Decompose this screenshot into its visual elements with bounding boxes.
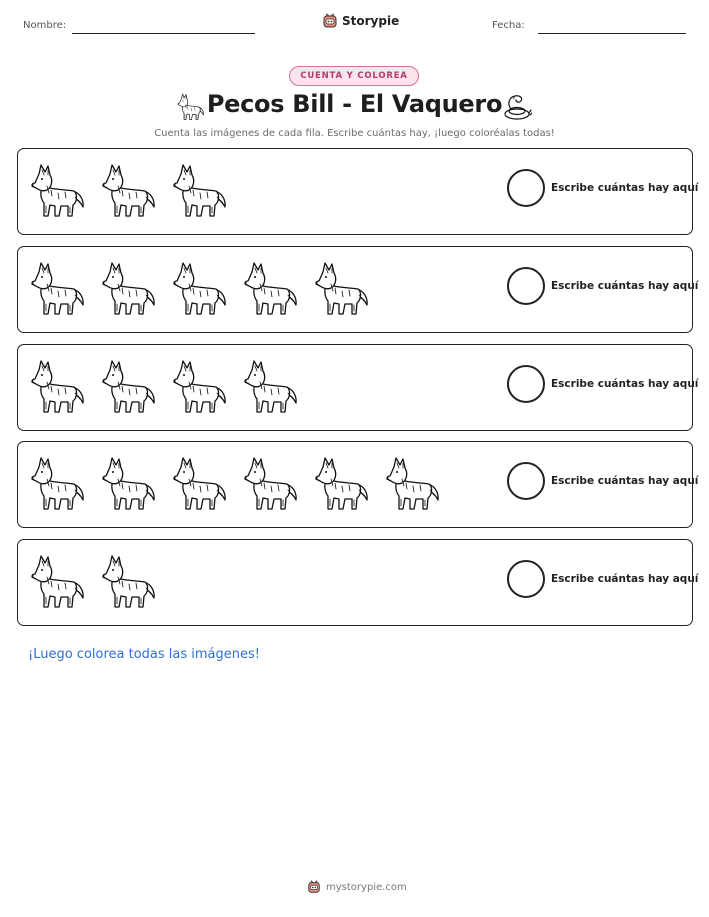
wolf-icon — [28, 259, 88, 319]
wolf-icon — [383, 454, 443, 514]
answer-label: Escribe cuántas hay aquí — [551, 377, 699, 390]
wolf-icon — [170, 357, 230, 417]
answer-circle[interactable] — [507, 462, 545, 500]
counting-row — [17, 148, 699, 235]
page-title: Pecos Bill - El Vaquero — [206, 90, 503, 118]
wolf-icon — [241, 259, 301, 319]
answer-circle[interactable] — [507, 560, 545, 598]
answer-label: Escribe cuántas hay aquí — [551, 573, 699, 586]
counting-row — [17, 539, 699, 626]
wolf-icon — [28, 454, 88, 514]
wolf-icon — [241, 454, 301, 514]
wolf-icon — [312, 259, 372, 319]
answer-circle[interactable] — [507, 169, 545, 207]
counting-row — [17, 344, 699, 431]
wolf-icon — [312, 454, 372, 514]
wolf-icon — [99, 357, 159, 417]
wolf-icon — [170, 161, 230, 221]
wolf-icon — [99, 161, 159, 221]
wolf-icon — [241, 357, 301, 417]
date-label: Fecha: — [492, 20, 525, 31]
coloring-note: ¡Luego colorea todas las imágenes! — [28, 647, 260, 662]
answer-label: Escribe cuántas hay aquí — [551, 182, 699, 194]
activity-badge: CUENTA Y COLOREA — [289, 66, 419, 86]
answer-circle[interactable] — [507, 267, 545, 305]
counting-row — [17, 246, 699, 333]
wolf-icon — [28, 552, 88, 612]
brand — [322, 13, 399, 29]
brand-name: Storypie — [342, 14, 400, 28]
date-field[interactable] — [538, 33, 686, 34]
wolf-icon — [99, 454, 159, 514]
wolf-icon — [170, 259, 230, 319]
wolf-icon — [28, 357, 88, 417]
footer-site: mystorypie.com — [326, 881, 407, 893]
storypie-logo-icon — [307, 880, 321, 894]
counting-row — [17, 441, 699, 528]
wolf-icon — [170, 454, 230, 514]
answer-label: Escribe cuántas hay aquí — [551, 279, 699, 292]
answer-label: Escribe cuántas hay aquí — [551, 475, 699, 488]
storypie-logo-icon — [322, 13, 338, 29]
answer-circle[interactable] — [507, 365, 545, 403]
name-label: Nombre: — [23, 20, 67, 31]
footer — [307, 880, 407, 894]
wolf-icon — [99, 259, 159, 319]
rattlesnake-icon — [502, 92, 532, 122]
name-field[interactable] — [72, 33, 255, 34]
wolf-icon — [28, 161, 88, 221]
instructions: Cuenta las imágenes de cada fila. Escribe cuántas hay, ¡luego coloréalas todas! — [154, 128, 555, 139]
wolf-icon — [99, 552, 159, 612]
